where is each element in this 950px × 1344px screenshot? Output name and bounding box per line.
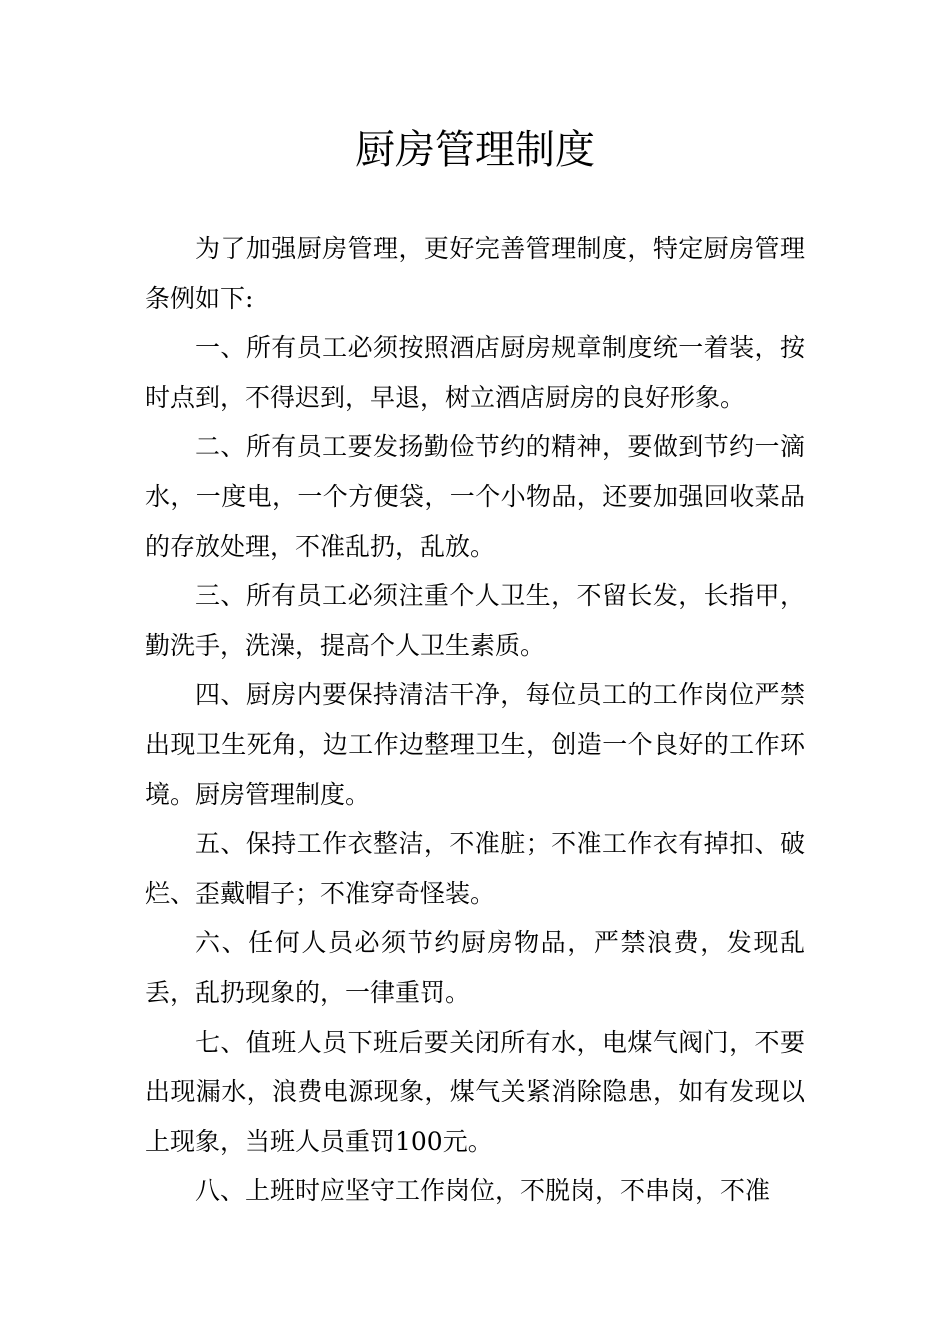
paragraph-rule-8: 八、上班时应坚守工作岗位，不脱岗，不串岗，不准 <box>195 1176 771 1206</box>
paragraph-rule-4: 四、厨房内要保持清洁干净，每位员工的工作岗位严禁出现卫生死角，边工作边整理卫生，创造一个良好的工作环境。厨房管理制度。 <box>145 680 805 809</box>
paragraph-rule-3: 三、所有员工必须注重个人卫生，不留长发，长指甲，勤洗手，洗澡，提高个人卫生素质。 <box>145 581 805 660</box>
paragraph-rule-6: 六、任何人员必须节约厨房物品，严禁浪费，发现乱丢，乱扔现象的，一律重罚。 <box>145 928 805 1007</box>
paragraph-rule-5: 五、保持工作衣整洁，不准脏；不准工作衣有掉扣、破烂、歪戴帽子；不准穿奇怪装。 <box>145 829 805 908</box>
paragraph-rule-2: 二、所有员工要发扬勤俭节约的精神，要做到节约一滴水，一度电，一个方便袋，一个小物品，还要加强回收菜品的存放处理，不准乱扔，乱放。 <box>145 432 805 561</box>
document-title: 厨房管理制度 <box>355 127 595 173</box>
document-body <box>145 224 805 1216</box>
paragraph-rule-7: 七、值班人员下班后要关闭所有水，电煤气阀门，不要出现漏水，浪费电源现象，煤气关紧消除隐患，如有发现以上现象，当班人员重罚100元。 <box>145 1027 805 1156</box>
paragraph-intro: 为了加强厨房管理，更好完善管理制度，特定厨房管理条例如下: <box>145 234 805 313</box>
paragraph-rule-1: 一、所有员工必须按照酒店厨房规章制度统一着装，按时点到，不得迟到，早退，树立酒店厨房的良好形象。 <box>145 333 805 412</box>
